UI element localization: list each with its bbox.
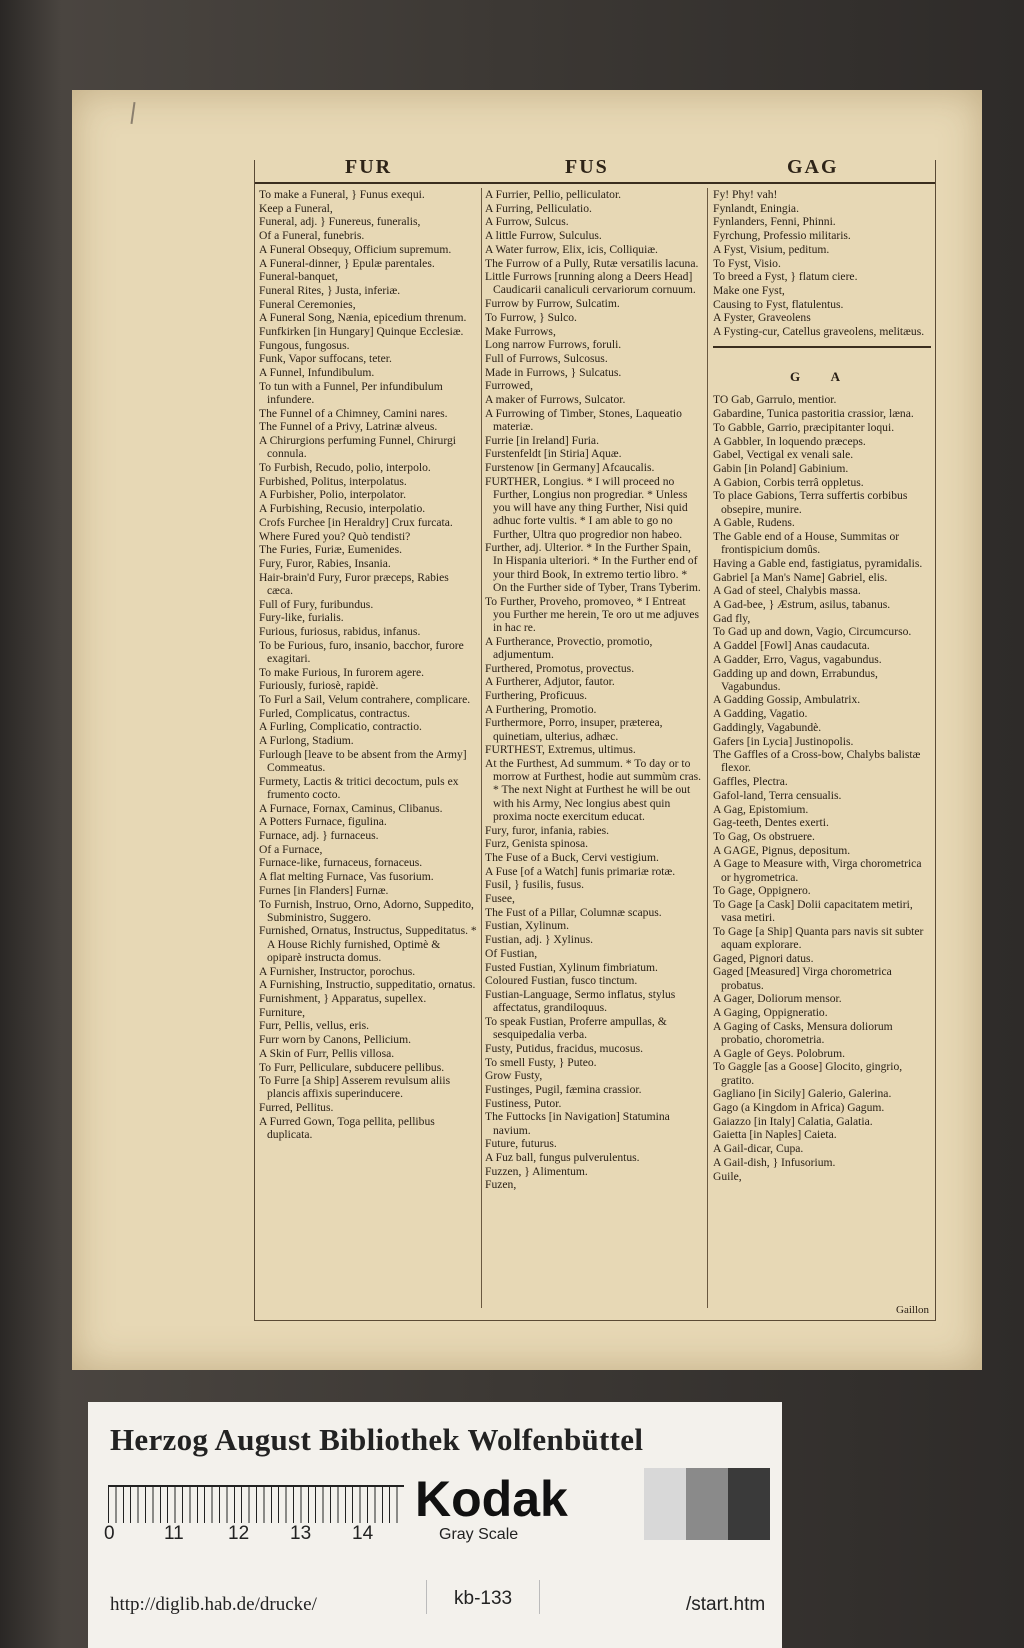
dictionary-entry: To Furl a Sail, Velum contrahere, complicare.: [259, 693, 471, 707]
dictionary-entry: Gago (a Kingdom in Africa) Gagum.: [713, 1101, 885, 1114]
dictionary-entry: Fynlandt, Eningia.: [713, 201, 799, 215]
dictionary-entry: A Funeral Obsequy, Officium supremum.: [259, 242, 452, 256]
dictionary-entry: A Gage to Measure with, Virga chorometrica or hygrometrica.: [713, 857, 922, 884]
dictionary-entry: Fury, furor, infania, rabies.: [485, 823, 610, 837]
dictionary-entry: A Funeral Song, Nænia, epicedium threnum.: [259, 311, 467, 325]
dictionary-entry: Hair-brain'd Fury, Furor præceps, Rabies cæca.: [259, 570, 449, 597]
dictionary-entry: Fustian, Xylinum.: [485, 919, 570, 933]
dictionary-entry: Furlough [leave to be absent from the Army] Commeatus.: [259, 747, 467, 775]
dictionary-entry: Long narrow Furrows, foruli.: [485, 338, 622, 352]
dictionary-entry: The Furrow of a Pully, Rutæ versatilis lacuna.: [485, 256, 699, 270]
dictionary-entry: Fy! Phy! vah!: [713, 188, 778, 201]
dictionary-entry: To Furrow, } Sulco.: [485, 310, 577, 324]
dictionary-entry: A Gagle of Geys. Polobrum.: [713, 1046, 846, 1060]
dictionary-entry: Funeral Ceremonies,: [259, 297, 356, 311]
dictionary-entry: A Gag, Epistomium.: [713, 802, 809, 816]
dictionary-entry: Make Furrows,: [485, 324, 556, 338]
dictionary-entry: The Funnel of a Privy, Latrinæ alveus.: [259, 420, 438, 434]
dictionary-entry: Furniture,: [259, 1005, 306, 1019]
header-right: GAG: [787, 156, 839, 178]
column-right-top: [713, 188, 931, 338]
dictionary-entry: A Gail-dicar, Cupa.: [713, 1142, 804, 1156]
text-frame: [254, 156, 936, 1321]
dictionary-entry: Make one Fyst,: [713, 283, 785, 297]
dictionary-entry: Little Furrows [running along a Deers Head] Caudicarii canaliculi cervariorum cornuum.: [485, 270, 696, 297]
dictionary-entry: To breed a Fyst, } flatum ciere.: [713, 270, 858, 284]
dictionary-entry: Of Fustian,: [485, 946, 538, 960]
dictionary-entry: Funfkirken [in Hungary] Quinque Ecclesiæ.: [259, 325, 464, 339]
dictionary-entry: Fyrchung, Professio militaris.: [713, 229, 851, 243]
dictionary-entry: Grow Fusty,: [485, 1069, 543, 1083]
dictionary-entry: A Gaging of Casks, Mensura doliorum probatio, chorometria.: [713, 1019, 893, 1046]
archive-target-card: [88, 1402, 782, 1648]
dictionary-entry: To make Furious, In furorem agere.: [259, 665, 424, 679]
dictionary-entry: Gaddingly, Vagabundè.: [713, 720, 822, 734]
start-path: /start.htm: [686, 1594, 766, 1615]
dictionary-entry: Furstenow [in Germany] Afcaucalis.: [485, 461, 655, 475]
dictionary-entry: A Chirurgions perfuming Funnel, Chirurgi connula.: [259, 434, 456, 461]
dictionary-entry: To Furre [a Ship] Asserem revulsum aliis plancis affixis superinducere.: [259, 1074, 451, 1101]
gray-swatch-light: [644, 1468, 686, 1540]
book-page: [72, 90, 982, 1370]
dictionary-entry: A Furrier, Pellio, pelliculator.: [485, 188, 622, 201]
dictionary-entry: Furnace-like, furnaceus, fornaceus.: [259, 856, 423, 870]
dictionary-entry: To Gage [a Ship] Quanta pars navis sit subter aquam explorare.: [713, 924, 924, 952]
dictionary-entry: Fury, Furor, Rabies, Insania.: [259, 556, 391, 570]
dictionary-entry: A Furtherance, Provectio, promotio, adjumentum.: [485, 634, 653, 661]
dictionary-entry: Made in Furrows, } Sulcatus.: [485, 365, 622, 379]
dictionary-entry: The Funnel of a Chimney, Camini nares.: [259, 406, 448, 420]
dictionary-entry: Gaietta [in Naples] Caieta.: [713, 1128, 837, 1142]
dictionary-entry: Fustiness, Putor.: [485, 1096, 562, 1110]
dictionary-entry: A Funeral-dinner, } Epulæ parentales.: [259, 256, 435, 270]
dictionary-entry: Gabel, Vectigal ex venali sale.: [713, 448, 854, 462]
dictionary-entry: A Furling, Complicatio, contractio.: [259, 720, 422, 734]
dictionary-entry: Furthermore, Porro, insuper, præterea, quinetiam, ulterius, adhæc.: [485, 716, 663, 743]
dictionary-entry: A Skin of Furr, Pellis villosa.: [259, 1046, 395, 1060]
dictionary-entry: Furious, furiosus, rabidus, infanus.: [259, 625, 421, 638]
dictionary-entry: A Gaddel [Fowl] Anas caudacuta.: [713, 639, 870, 653]
dictionary-entry: A Furlong, Stadium.: [259, 734, 354, 748]
dictionary-entry: A GAGE, Pignus, depositum.: [713, 843, 851, 857]
kodak-logo: Kodak: [415, 1471, 568, 1527]
dictionary-entry: To smell Fusty, } Puteo.: [485, 1055, 597, 1069]
dictionary-entry: To make a Funeral, } Funus exequi.: [259, 188, 425, 201]
running-header: [255, 156, 935, 184]
dictionary-entry: A Gad of steel, Chalybis massa.: [713, 584, 861, 598]
dictionary-entry: A Potters Furnace, figulina.: [259, 815, 387, 829]
dictionary-entry: Funeral-banquet,: [259, 270, 338, 284]
dictionary-entry: Furnished, Ornatus, Instructus, Suppeditatus. * A House Richly furnished, Optimè & opiparè instructa domus.: [259, 924, 477, 964]
column-right-bottom: [713, 393, 931, 1182]
dictionary-entry: Fusil, } fusilis, fusus.: [485, 878, 584, 892]
dictionary-entry: Furrow by Furrow, Sulcatim.: [485, 297, 620, 311]
dictionary-entry: A Gager, Doliorum mensor.: [713, 992, 842, 1006]
dictionary-entry: Of a Funeral, funebris.: [259, 229, 365, 243]
dictionary-entry: Furnace, adj. } furnaceus.: [259, 829, 379, 843]
dictionary-entry: To Gaggle [as a Goose] Glocito, gingrio, gratito.: [713, 1060, 903, 1087]
dictionary-entry: Furbished, Politus, interpolatus.: [259, 474, 407, 488]
dictionary-entry: FURTHER, Longius. * I will proceed no Further, Longius non progrediar. * Unless you will have any thing Further, Nisi quid adhuc forte vultis. * I am able to go no Further, Ultra quo progredior non habeo.: [485, 474, 688, 541]
dictionary-entry: Gafol-land, Terra censualis.: [713, 788, 842, 802]
dictionary-entry: A Furtherer, Adjutor, fautor.: [485, 675, 615, 689]
dictionary-entry: A Furbishing, Recusio, interpolatio.: [259, 502, 426, 516]
ruler-number: 13: [290, 1523, 312, 1544]
dictionary-entry: To Furr, Pelliculare, subducere pellibus.: [259, 1060, 445, 1074]
dictionary-entry: Full of Fury, furibundus.: [259, 597, 374, 611]
dictionary-entry: FURTHEST, Extremus, ultimus.: [485, 743, 636, 757]
dictionary-entry: Future, futurus.: [485, 1137, 557, 1151]
dictionary-entry: Fustinges, Pugil, fæmina crassior.: [485, 1082, 642, 1096]
dictionary-entry: A flat melting Furnace, Vas fusorium.: [259, 870, 434, 884]
dictionary-entry: Gaffles, Plectra.: [713, 775, 788, 789]
dictionary-entry: A Gabion, Corbis terrâ oppletus.: [713, 475, 864, 489]
dictionary-entry: The Gaffles of a Cross-bow, Chalybs balistæ flexor.: [713, 748, 921, 775]
dictionary-entry: To speak Fustian, Proferre ampullas, & sesquipedalia verba.: [485, 1014, 667, 1042]
dictionary-entry: A Gaging, Oppigneratio.: [713, 1006, 828, 1020]
column-middle: [485, 188, 703, 1308]
dictionary-entry: To be Furious, furo, insanio, bacchor, furore exagitari.: [259, 638, 464, 665]
gray-swatch-mid: [686, 1468, 728, 1540]
dictionary-entry: A Gadding, Vagatio.: [713, 707, 808, 721]
dictionary-entry: Fungous, fungosus.: [259, 338, 350, 352]
dictionary-entry: To tun with a Funnel, Per infundibulum infundere.: [259, 379, 443, 407]
dictionary-entry: A Furrow, Sulcus.: [485, 215, 569, 229]
institution-name: Herzog August Bibliothek Wolfenbüttel: [110, 1422, 644, 1457]
dictionary-entry: A Water furrow, Elix, icis, Colliquiæ.: [485, 242, 658, 256]
dictionary-entry: To Gage, Oppignero.: [713, 884, 811, 898]
page-scratch-mark: [130, 102, 135, 124]
dictionary-entry: Having a Gable end, fastigiatus, pyramidalis.: [713, 556, 923, 570]
dictionary-entry: To Fyst, Visio.: [713, 256, 781, 270]
column-divider: [707, 188, 708, 1308]
dictionary-entry: Gad fly,: [713, 611, 751, 625]
dictionary-entry: The Fust of a Pillar, Columnæ scapus.: [485, 905, 662, 919]
dictionary-entry: Furthered, Promotus, provectus.: [485, 661, 635, 675]
dictionary-entry: The Futtocks [in Navigation] Statumina navium.: [485, 1110, 670, 1137]
dictionary-entry: Furrie [in Ireland] Furia.: [485, 433, 599, 447]
dictionary-entry: Furr worn by Canons, Pellicium.: [259, 1033, 411, 1047]
dictionary-entry: Of a Furnace,: [259, 842, 323, 856]
header-left: FUR: [345, 156, 393, 178]
dictionary-entry: At the Furthest, Ad summum. * To day or to morrow at Furthest, hodie aut summùm cras. * The next Night at Furthest he will be out with his Army, Nec longius abest quin proxima nocte exercitum educat.: [485, 757, 702, 823]
dictionary-entry: Gag-teeth, Dentes exerti.: [713, 816, 829, 830]
dictionary-entry: The Gable end of a House, Summitas or frontispicium domûs.: [713, 529, 900, 557]
dictionary-entry: A Fuz ball, fungus pulverulentus.: [485, 1150, 640, 1164]
dictionary-entry: A Furthering, Promotio.: [485, 702, 597, 716]
dictionary-entry: Gaged [Measured] Virga chorometrica probatus.: [713, 965, 892, 992]
ruler-number: 12: [228, 1523, 250, 1544]
dictionary-entry: Furrowed,: [485, 379, 533, 393]
ruler-number: 0: [104, 1523, 115, 1544]
dictionary-entry: To Furbish, Recudo, polio, interpolo.: [259, 461, 431, 475]
column-left: [259, 188, 477, 1308]
dictionary-entry: A Fyst, Visium, peditum.: [713, 242, 830, 256]
dictionary-entry: Where Fured you? Quò tendisti?: [259, 529, 411, 543]
dictionary-entry: To Gag, Os obstruere.: [713, 829, 815, 843]
dictionary-entry: Furthering, Proficuus.: [485, 689, 588, 703]
shelfmark: kb-133: [454, 1588, 513, 1609]
dictionary-entry: Further, adj. Ulterior. * In the Further Spain, In Hispania ulteriori. * In the Further end of your third Book, In extremo tertio libro. * On the Further side of Tyber, Trans Tyberim.: [485, 541, 701, 594]
dictionary-entry: A Fyster, Graveolens: [713, 311, 811, 325]
section-heading-ga: G A: [713, 346, 931, 383]
header-center: FUS: [565, 156, 609, 178]
catchword: Gaillon: [896, 1304, 929, 1316]
dictionary-entry: To Further, Proveho, promoveo, * I Entreat you Further me herein, Te oro ut me adjuves in hac re.: [485, 594, 699, 634]
dictionary-entry: A Furring, Pelliculatio.: [485, 201, 592, 215]
dictionary-entry: Fynlanders, Fenni, Phinni.: [713, 215, 836, 229]
dictionary-entry: Furmety, Lactis & tritici decoctum, puls ex frumento cocto.: [259, 774, 459, 801]
dictionary-entry: A Gadder, Erro, Vagus, vagabundus.: [713, 652, 882, 666]
dictionary-entry: Fusee,: [485, 892, 515, 906]
dictionary-entry: A Funnel, Infundibulum.: [259, 366, 375, 380]
dictionary-entry: The Furies, Furiæ, Eumenides.: [259, 543, 402, 557]
dictionary-entry: A Fuse [of a Watch] funis primariæ rotæ.: [485, 864, 676, 878]
dictionary-entry: To Gabble, Garrio, præcipitanter loqui.: [713, 420, 895, 434]
dictionary-entry: Funeral Rites, } Justa, inferiæ.: [259, 283, 401, 297]
dictionary-entry: Gabardine, Tunica pastoritia crassior, læna.: [713, 407, 914, 421]
dictionary-entry: Fuzzen, } Alimentum.: [485, 1164, 588, 1178]
dictionary-entry: A Furrowing of Timber, Stones, Laqueatio materiæ.: [485, 406, 682, 433]
gray-scale-label: Gray Scale: [439, 1526, 519, 1543]
dictionary-entry: A little Furrow, Sulculus.: [485, 229, 602, 243]
dictionary-entry: The Fuse of a Buck, Cervi vestigium.: [485, 850, 659, 864]
dictionary-entry: Gadding up and down, Errabundus, Vagabundus.: [713, 666, 878, 693]
dictionary-entry: To Gad up and down, Vagio, Circumcurso.: [713, 625, 912, 639]
dictionary-entry: Keep a Funeral,: [259, 201, 333, 215]
scale-ruler: [108, 1485, 404, 1523]
dictionary-entry: Causing to Fyst, flatulentus.: [713, 297, 844, 311]
dictionary-entry: To place Gabions, Terra suffertis corbibus obsepire, munire.: [713, 489, 908, 516]
dictionary-entry: Funeral, adj. } Funereus, funeralis,: [259, 215, 421, 229]
dictionary-entry: TO Gab, Garrulo, mentior.: [713, 393, 837, 407]
dictionary-entry: Furred, Pellitus.: [259, 1101, 334, 1115]
dictionary-entry: Furstenfeldt [in Stiria] Aquæ.: [485, 447, 622, 461]
ruler-number: 14: [352, 1523, 374, 1544]
dictionary-entry: Gaiazzo [in Italy] Calatia, Galatia.: [713, 1114, 873, 1128]
dictionary-entry: Fustian, adj. } Xylinus.: [485, 933, 593, 947]
dictionary-entry: Gaged, Pignori datus.: [713, 951, 814, 965]
ruler-numbers: [104, 1523, 404, 1545]
dictionary-entry: Guile,: [713, 1169, 742, 1183]
dictionary-entry: Funk, Vapor suffocans, teter.: [259, 352, 392, 366]
dictionary-entry: Furiously, furiosè, rapidè.: [259, 679, 379, 693]
column-divider: [481, 188, 482, 1308]
dictionary-entry: A maker of Furrows, Sulcator.: [485, 393, 626, 407]
dictionary-entry: A Gad-bee, } Æstrum, asilus, tabanus.: [713, 597, 891, 611]
dictionary-entry: Gabin [in Poland] Gabinium.: [713, 461, 849, 475]
dictionary-entry: Fusty, Putidus, fracidus, mucosus.: [485, 1041, 644, 1055]
digital-library-url: http://diglib.hab.de/drucke/: [110, 1594, 317, 1615]
dictionary-entry: Full of Furrows, Sulcosus.: [485, 351, 608, 365]
dictionary-entry: Fuzen,: [485, 1178, 517, 1192]
dictionary-entry: Fusted Fustian, Xylinum fimbriatum.: [485, 960, 658, 974]
column-right: [713, 188, 931, 1308]
dictionary-entry: Fustian-Language, Sermo inflatus, stylus affectatus, grandiloquus.: [485, 987, 676, 1015]
gray-swatch-dark: [728, 1468, 770, 1540]
dictionary-entry: A Furnisher, Instructor, porochus.: [259, 964, 416, 978]
dictionary-entry: Furr, Pellis, vellus, eris.: [259, 1019, 369, 1033]
dictionary-entry: Gafers [in Lycia] Justinopolis.: [713, 734, 854, 748]
dictionary-entry: Furnes [in Flanders] Furnæ.: [259, 883, 389, 897]
dictionary-entry: A Furnace, Fornax, Caminus, Clibanus.: [259, 801, 443, 815]
dictionary-entry: Fury-like, furialis.: [259, 611, 344, 625]
ruler-number: 11: [164, 1523, 184, 1544]
dictionary-entry: A Gadding Gossip, Ambulatrix.: [713, 693, 861, 707]
dictionary-entry: Gagliano [in Sicily] Galerio, Galerina.: [713, 1087, 892, 1101]
dictionary-entry: Furz, Genista spinosa.: [485, 837, 589, 851]
dictionary-entry: Coloured Fustian, fusco tinctum.: [485, 974, 638, 988]
dictionary-entry: A Gail-dish, } Infusorium.: [713, 1155, 836, 1169]
dictionary-entry: A Furnishing, Instructio, suppeditatio, ornatus.: [259, 978, 476, 992]
dictionary-entry: A Furred Gown, Toga pellita, pellibus duplicata.: [259, 1114, 435, 1142]
dictionary-entry: A Fysting-cur, Catellus graveolens, melitæus.: [713, 325, 925, 339]
dictionary-entry: A Furbisher, Polio, interpolator.: [259, 488, 407, 502]
dictionary-entry: Furnishment, } Apparatus, supellex.: [259, 991, 427, 1005]
dictionary-entry: To Gage [a Cask] Dolii capacitatem metiri, vasa metiri.: [713, 897, 913, 925]
dictionary-entry: A Gable, Rudens.: [713, 516, 795, 530]
dictionary-entry: Furled, Complicatus, contractus.: [259, 706, 411, 720]
dictionary-entry: Gabriel [a Man's Name] Gabriel, elis.: [713, 570, 888, 584]
dictionary-entry: A Gabbler, In loquendo præceps.: [713, 434, 866, 448]
dictionary-entry: To Furnish, Instruo, Orno, Adorno, Suppedito, Subministro, Suggero.: [259, 897, 474, 924]
dictionary-entry: Crofs Furchee [in Heraldry] Crux furcata.: [259, 515, 453, 529]
